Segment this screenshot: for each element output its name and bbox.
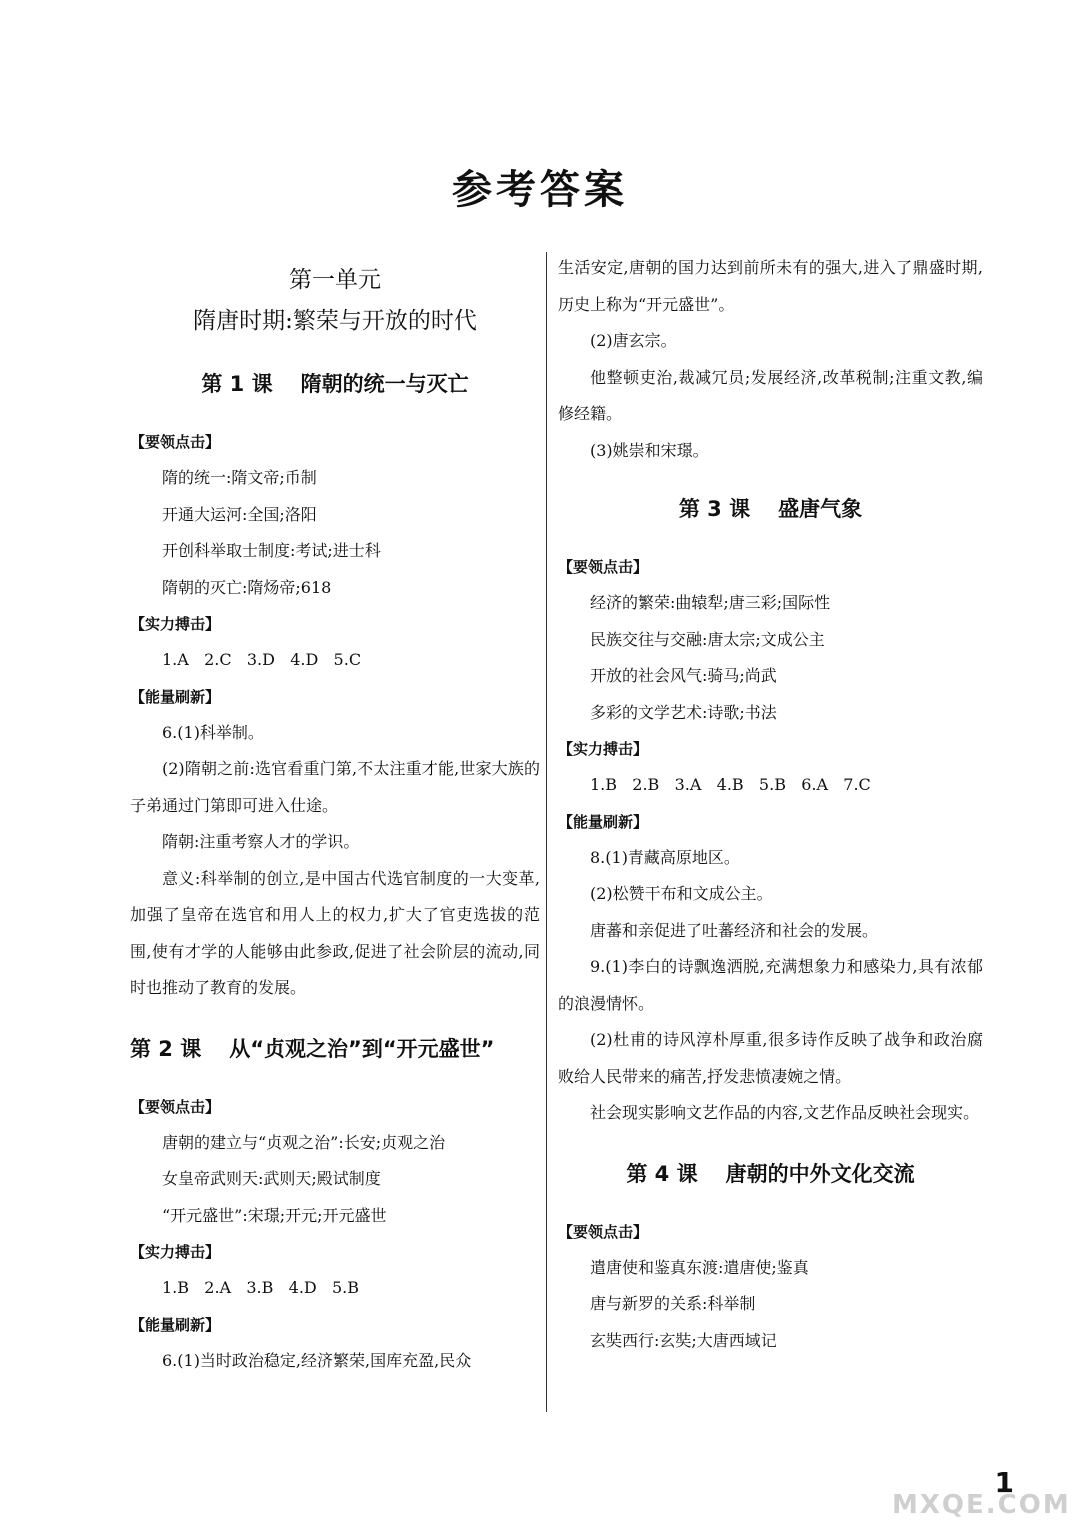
lesson-4-heading — [558, 1150, 983, 1198]
point-line: 唐与新罗的关系:科举制 — [590, 1294, 756, 1313]
section-label: 【要领点击】 — [130, 1097, 221, 1116]
point-line: 遣唐使和鉴真东渡:遣唐使;鉴真 — [590, 1257, 809, 1277]
left-column — [130, 250, 540, 1379]
answer-paragraph: 9.(1)李白的诗飘逸洒脱,充满想象力和感染力,具有浓郁的浪漫情怀。 — [558, 957, 983, 1013]
point-line: 开创科举取士制度:考试;进士科 — [162, 541, 381, 560]
answer-paragraph: 6.(1)当时政治稳定,经济繁荣,国库充盈,民众 — [162, 1350, 472, 1370]
page-number: 1 — [994, 1466, 1014, 1499]
lesson-3-heading — [558, 485, 983, 533]
answer-paragraph: 他整顿吏治,裁减冗员;发展经济,改革税制;注重文教,编修经籍。 — [558, 367, 983, 423]
lesson-name: 隋朝的统一与灭亡 — [300, 372, 469, 396]
point-line: 隋朝的灭亡:隋炀帝;618 — [162, 577, 332, 597]
point-line: 开放的社会风气:骑马;尚武 — [590, 666, 777, 685]
practice-answers: 1.B 2.B 3.A 4.B 5.B 6.A 7.C — [590, 775, 871, 794]
point-line: 民族交往与交融:唐太宗;文成公主 — [590, 629, 825, 649]
point-line: “开元盛世”:宋璟;开元;开元盛世 — [162, 1205, 387, 1225]
point-line: 多彩的文学艺术:诗歌;书法 — [590, 702, 777, 722]
practice-answers: 1.B 2.A 3.B 4.D 5.B — [162, 1278, 360, 1297]
section-label: 【要领点击】 — [130, 433, 221, 451]
unit-heading: 第一单元 — [289, 267, 381, 293]
answer-paragraph: (2)隋朝之前:选官看重门第,不太注重才能,世家大族的子弟通过门第即可进入仕途。 — [130, 759, 540, 815]
watermark-logo: MXQE.COM — [892, 1490, 1071, 1520]
answer-paragraph: 社会现实影响文艺作品的内容,文艺作品反映社会现实。 — [590, 1103, 980, 1122]
answer-paragraph: (2)杜甫的诗风淳朴厚重,很多诗作反映了战争和政治腐败给人民带来的痛苦,抒发悲愤凄婉之情。 — [558, 1030, 983, 1086]
point-line: 隋的统一:隋文帝;币制 — [162, 468, 317, 487]
lesson-number: 第 4 课 — [626, 1161, 698, 1186]
section-label: 【能量刷新】 — [558, 812, 649, 831]
answer-paragraph: 生活安定,唐朝的国力达到前所未有的强大,进入了鼎盛时期,历史上称为“开元盛世”。 — [558, 258, 983, 314]
answer-paragraph: 隋朝:注重考察人才的学识。 — [162, 832, 360, 851]
section-label: 【要领点击】 — [558, 558, 649, 576]
section-label: 【要领点击】 — [558, 1222, 649, 1241]
answer-paragraph: 唐蕃和亲促进了吐蕃经济和社会的发展。 — [590, 920, 879, 940]
section-label: 【能量刷新】 — [130, 687, 221, 706]
lesson-name: 盛唐气象 — [778, 497, 863, 521]
point-line: 玄奘西行:玄奘;大唐西域记 — [590, 1330, 777, 1350]
answer-paragraph: (2)松赞干布和文成公主。 — [590, 884, 773, 903]
section-label: 【实力搏击】 — [558, 740, 649, 758]
right-column — [558, 250, 983, 1359]
section-label: 【实力搏击】 — [130, 1243, 221, 1261]
answer-paragraph: (2)唐玄宗。 — [590, 331, 677, 350]
section-label: 【能量刷新】 — [130, 1315, 221, 1334]
point-line: 经济的繁荣:曲辕犁;唐三彩;国际性 — [590, 593, 831, 612]
lesson-number: 第 1 课 — [201, 372, 273, 396]
section-label: 【实力搏击】 — [130, 615, 221, 633]
point-line: 开通大运河:全国;洛阳 — [162, 504, 317, 524]
answer-paragraph: 6.(1)科举制。 — [162, 722, 264, 742]
lesson-name: 从“贞观之治”到“开元盛世” — [229, 1036, 495, 1061]
page-title: 参考答案 — [452, 167, 628, 213]
lesson-2-heading — [130, 1025, 540, 1073]
answer-paragraph: 8.(1)青藏高原地区。 — [590, 847, 740, 867]
lesson-number: 第 3 课 — [678, 497, 751, 521]
answer-paragraph: 意义:科举制的创立,是中国古代选官制度的一大变革,加强了皇帝在选官和用人上的权力,扩大了官吏选拔的范围,使有才学的人能够由此参政,促进了社会阶层的流动,同时也推动了教育的发展。 — [130, 868, 540, 997]
column-divider — [546, 252, 547, 1412]
answer-paragraph: (3)姚崇和宋璟。 — [590, 440, 709, 460]
practice-answers: 1.A 2.C 3.D 4.D 5.C — [162, 650, 362, 669]
lesson-number: 第 2 课 — [130, 1036, 202, 1061]
point-line: 女皇帝武则天:武则天;殿试制度 — [162, 1169, 381, 1188]
lesson-name: 唐朝的中外文化交流 — [725, 1161, 915, 1186]
point-line: 唐朝的建立与“贞观之治”:长安;贞观之治 — [162, 1132, 446, 1152]
unit-subtitle: 隋唐时期:繁荣与开放的时代 — [193, 308, 477, 334]
lesson-1-heading — [130, 360, 540, 408]
